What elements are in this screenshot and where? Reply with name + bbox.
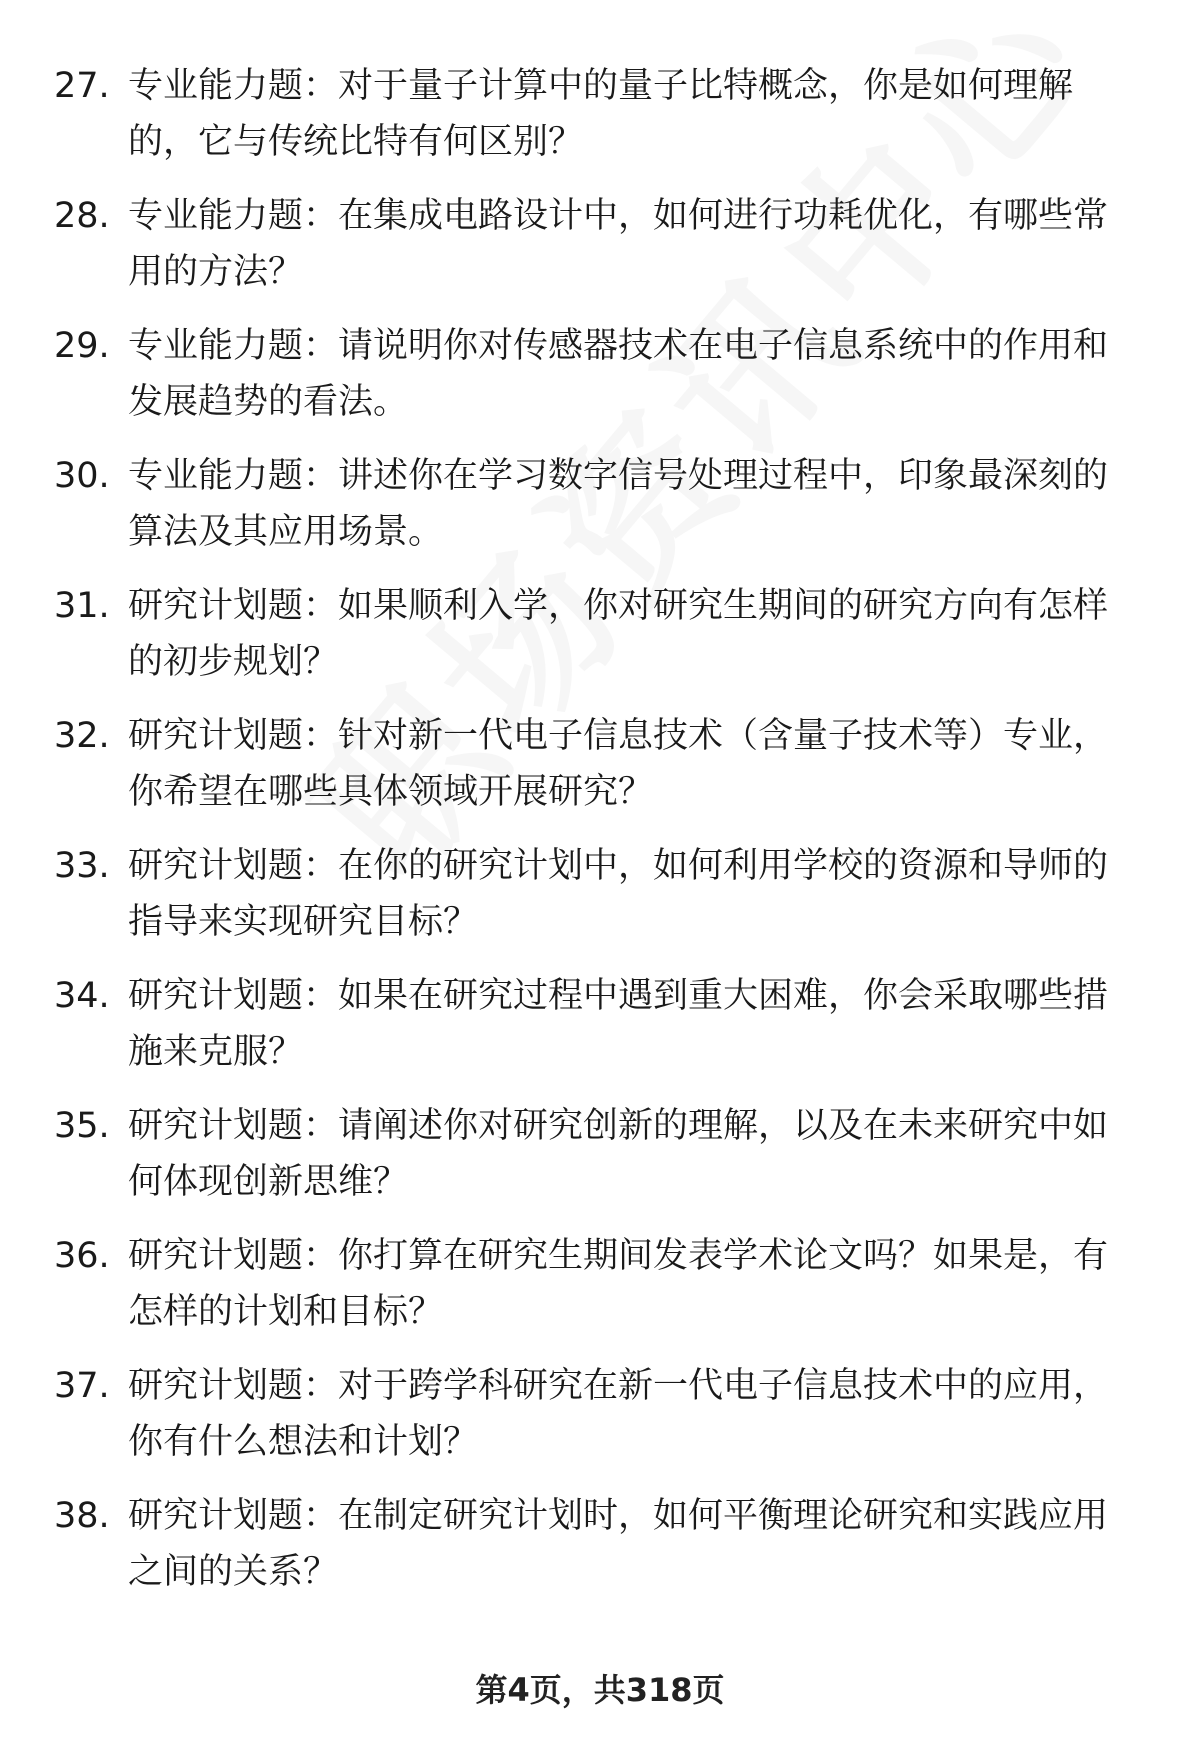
question-item bbox=[0, 58, 1200, 188]
question-item bbox=[0, 1488, 1200, 1618]
page-footer: 第4页，共318页 bbox=[475, 1671, 725, 1709]
question-item bbox=[0, 708, 1200, 838]
question-number: 29. bbox=[54, 326, 110, 366]
question-number: 36. bbox=[54, 1236, 110, 1276]
question-item bbox=[0, 838, 1200, 968]
question-text: 研究计划题：在你的研究计划中，如何利用学校的资源和导师的指导来实现研究目标？ bbox=[128, 846, 1109, 942]
question-number: 31. bbox=[54, 586, 110, 626]
question-list bbox=[0, 58, 1200, 1618]
question-number: 38. bbox=[54, 1496, 110, 1536]
question-number: 27. bbox=[54, 66, 110, 106]
question-item bbox=[0, 1228, 1200, 1358]
question-number: 32. bbox=[54, 716, 110, 756]
question-text: 专业能力题：讲述你在学习数字信号处理过程中，印象最深刻的算法及其应用场景。 bbox=[128, 456, 1109, 552]
question-item bbox=[0, 968, 1200, 1098]
question-text: 专业能力题：对于量子计算中的量子比特概念，你是如何理解的，它与传统比特有何区别？ bbox=[128, 66, 1074, 162]
question-number: 30. bbox=[54, 456, 110, 496]
question-text: 专业能力题：在集成电路设计中，如何进行功耗优化，有哪些常用的方法？ bbox=[128, 196, 1109, 292]
question-number: 28. bbox=[54, 196, 110, 236]
question-number: 37. bbox=[54, 1366, 110, 1406]
question-text: 研究计划题：对于跨学科研究在新一代电子信息技术中的应用，你有什么想法和计划？ bbox=[128, 1366, 1109, 1462]
question-text: 研究计划题：你打算在研究生期间发表学术论文吗？如果是，有怎样的计划和目标？ bbox=[128, 1236, 1109, 1332]
question-item bbox=[0, 578, 1200, 708]
question-text: 研究计划题：如果顺利入学，你对研究生期间的研究方向有怎样的初步规划？ bbox=[128, 586, 1109, 682]
question-item bbox=[0, 1358, 1200, 1488]
question-text: 研究计划题：请阐述你对研究创新的理解，以及在未来研究中如何体现创新思维？ bbox=[128, 1106, 1109, 1202]
question-number: 33. bbox=[54, 846, 110, 886]
question-number: 35. bbox=[54, 1106, 110, 1146]
question-text: 研究计划题：针对新一代电子信息技术（含量子技术等）专业，你希望在哪些具体领域开展研究？ bbox=[128, 716, 1109, 812]
question-text: 研究计划题：在制定研究计划时，如何平衡理论研究和实践应用之间的关系？ bbox=[128, 1496, 1109, 1592]
question-text: 研究计划题：如果在研究过程中遇到重大困难，你会采取哪些措施来克服？ bbox=[128, 976, 1109, 1072]
question-item bbox=[0, 188, 1200, 318]
question-item bbox=[0, 448, 1200, 578]
question-number: 34. bbox=[54, 976, 110, 1016]
question-text: 专业能力题：请说明你对传感器技术在电子信息系统中的作用和发展趋势的看法。 bbox=[128, 326, 1109, 422]
question-item bbox=[0, 1098, 1200, 1228]
question-item bbox=[0, 318, 1200, 448]
